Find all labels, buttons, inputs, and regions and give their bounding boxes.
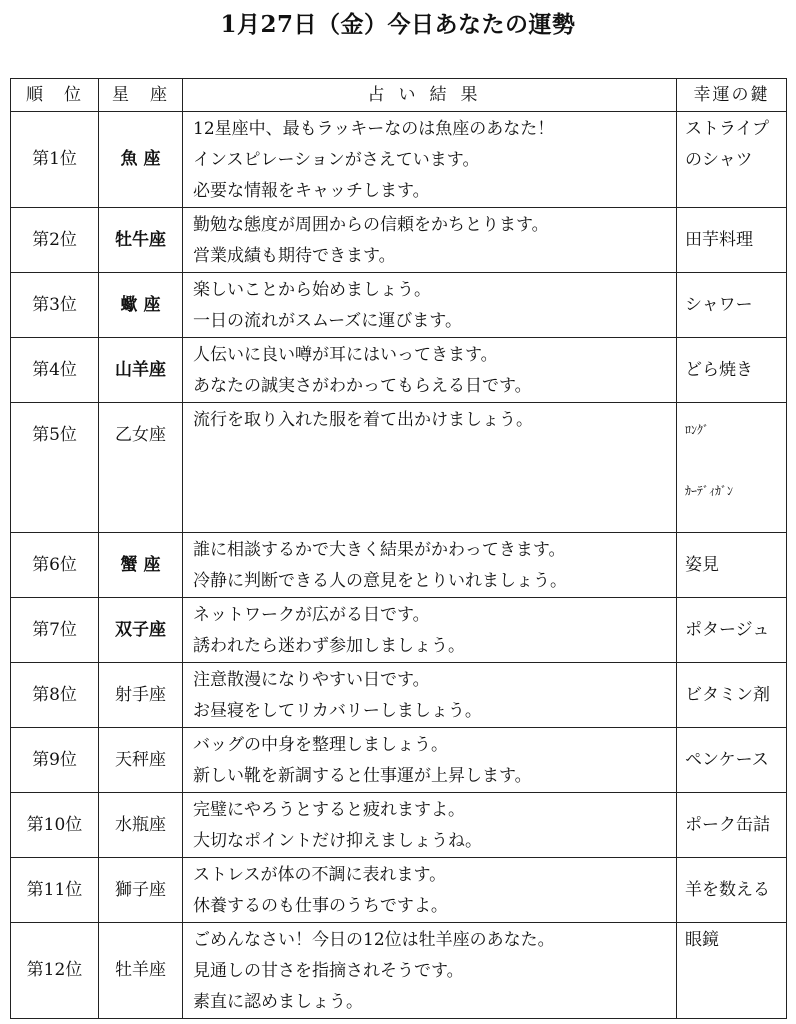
key-cell bbox=[677, 403, 787, 533]
key-line: のシャツ bbox=[685, 150, 753, 170]
key-line: ペンケース bbox=[685, 749, 769, 770]
result-line: 一日の流れがスムーズに運びます。 bbox=[193, 311, 462, 331]
rank-cell: 第11位 bbox=[11, 858, 99, 923]
result-cell bbox=[183, 273, 677, 338]
result-line: 完璧にやろうとすると疲れますよ。 bbox=[193, 800, 465, 820]
fortune-table bbox=[10, 78, 787, 1019]
result-line: 大切なポイントだけ抑えましょうね。 bbox=[193, 831, 482, 851]
result-cell bbox=[183, 858, 677, 923]
rank-cell: 第10位 bbox=[11, 793, 99, 858]
result-cell bbox=[183, 208, 677, 273]
sign-cell: 双子座 bbox=[99, 598, 183, 663]
rank-cell: 第9位 bbox=[11, 728, 99, 793]
key-line: 眼鏡 bbox=[685, 930, 719, 950]
result-line: 12星座中、最もラッキーなのは魚座のあなた！ bbox=[193, 119, 555, 139]
sign-cell: 牡羊座 bbox=[99, 923, 183, 1019]
header-sign: 星 座 bbox=[99, 79, 183, 112]
key-line: 羊を数える bbox=[685, 879, 770, 900]
result-line: 見通しの甘さを指摘されそうです。 bbox=[193, 961, 464, 981]
rank-cell: 第6位 bbox=[11, 533, 99, 598]
key-line: どら焼き bbox=[685, 359, 753, 380]
key-line: ポタージュ bbox=[685, 619, 770, 640]
table-row bbox=[11, 923, 787, 1019]
table-row bbox=[11, 663, 787, 728]
result-cell bbox=[183, 663, 677, 728]
sign-cell: 魚 座 bbox=[99, 112, 183, 208]
sign-cell: 射手座 bbox=[99, 663, 183, 728]
key-cell bbox=[677, 728, 787, 793]
key-cell bbox=[677, 663, 787, 728]
rank-cell: 第5位 bbox=[11, 403, 99, 533]
table-row bbox=[11, 533, 787, 598]
rank-cell: 第12位 bbox=[11, 923, 99, 1019]
result-cell bbox=[183, 112, 677, 208]
key-cell bbox=[677, 598, 787, 663]
table-row bbox=[11, 403, 787, 533]
result-line: お昼寝をしてリカバリーしましょう。 bbox=[193, 701, 482, 721]
result-line: 誰に相談するかで大きく結果がかわってきます。 bbox=[193, 540, 566, 560]
sign-cell: 天秤座 bbox=[99, 728, 183, 793]
key-line: シャワー bbox=[685, 294, 753, 315]
header-rank: 順 位 bbox=[11, 79, 99, 112]
key-line: 田芋料理 bbox=[685, 229, 753, 250]
result-line: 人伝いに良い噂が耳にはいってきます。 bbox=[193, 345, 498, 365]
result-line: あなたの誠実さがわかってもらえる日です。 bbox=[193, 376, 532, 396]
key-line: ﾛﾝｸﾞ bbox=[685, 423, 710, 437]
header-key: 幸運の鍵 bbox=[677, 79, 787, 112]
result-line: 必要な情報をキャッチします。 bbox=[193, 181, 430, 201]
result-line: ネットワークが広がる日です。 bbox=[193, 605, 430, 625]
result-line: 誘われたら迷わず参加しましょう。 bbox=[193, 636, 465, 656]
rank-cell: 第7位 bbox=[11, 598, 99, 663]
rank-cell: 第2位 bbox=[11, 208, 99, 273]
table-row bbox=[11, 728, 787, 793]
table-row bbox=[11, 273, 787, 338]
key-cell bbox=[677, 793, 787, 858]
table-row bbox=[11, 598, 787, 663]
key-cell bbox=[677, 533, 787, 598]
result-line: 冷静に判断できる人の意見をとりいれましょう。 bbox=[193, 571, 567, 591]
table-row bbox=[11, 208, 787, 273]
result-cell bbox=[183, 338, 677, 403]
key-cell bbox=[677, 112, 787, 208]
table-header-row bbox=[11, 79, 787, 112]
result-line: 休養するのも仕事のうちですよ。 bbox=[193, 896, 448, 916]
sign-cell: 山羊座 bbox=[99, 338, 183, 403]
rank-cell: 第3位 bbox=[11, 273, 99, 338]
result-line: 注意散漫になりやすい日です。 bbox=[193, 670, 430, 690]
key-cell bbox=[677, 923, 787, 1019]
key-line: ビタミン剤 bbox=[685, 684, 770, 705]
result-cell bbox=[183, 533, 677, 598]
table-row bbox=[11, 858, 787, 923]
result-line: 素直に認めましょう。 bbox=[193, 992, 363, 1012]
result-cell bbox=[183, 403, 677, 533]
result-cell bbox=[183, 728, 677, 793]
sign-cell: 水瓶座 bbox=[99, 793, 183, 858]
result-line: 流行を取り入れた服を着て出かけましょう。 bbox=[193, 410, 533, 430]
rank-cell: 第8位 bbox=[11, 663, 99, 728]
key-line: ｶｰﾃﾞｨｶﾞﾝ bbox=[685, 484, 734, 498]
key-cell bbox=[677, 858, 787, 923]
key-line: 姿見 bbox=[685, 554, 719, 575]
sign-cell: 獅子座 bbox=[99, 858, 183, 923]
result-line: 勤勉な態度が周囲からの信頼をかちとります。 bbox=[193, 215, 549, 235]
result-line: 楽しいことから始めましょう。 bbox=[193, 280, 431, 300]
result-line: バッグの中身を整理しましょう。 bbox=[193, 735, 448, 755]
result-cell bbox=[183, 793, 677, 858]
key-line: ストライプ bbox=[685, 119, 769, 139]
table-row bbox=[11, 338, 787, 403]
key-cell bbox=[677, 273, 787, 338]
result-cell bbox=[183, 923, 677, 1019]
result-cell bbox=[183, 598, 677, 663]
key-cell bbox=[677, 208, 787, 273]
key-line: ポーク缶詰 bbox=[685, 814, 770, 835]
sign-cell: 蠍 座 bbox=[99, 273, 183, 338]
rank-cell: 第4位 bbox=[11, 338, 99, 403]
result-line: 営業成績も期待できます。 bbox=[193, 246, 396, 266]
header-result: 占い結果 bbox=[183, 79, 677, 112]
table-row bbox=[11, 793, 787, 858]
table-row bbox=[11, 112, 787, 208]
page-title: 1月27日（金）今日あなたの運勢 bbox=[220, 11, 576, 38]
sign-cell: 牡牛座 bbox=[99, 208, 183, 273]
result-line: ごめんなさい！今日の12位は牡羊座のあなた。 bbox=[193, 930, 555, 950]
rank-cell: 第1位 bbox=[11, 112, 99, 208]
sign-cell: 蟹 座 bbox=[99, 533, 183, 598]
result-line: ストレスが体の不調に表れます。 bbox=[193, 865, 447, 885]
key-cell bbox=[677, 338, 787, 403]
result-line: 新しい靴を新調すると仕事運が上昇します。 bbox=[193, 766, 532, 786]
sign-cell: 乙女座 bbox=[99, 403, 183, 533]
result-line: インスピレーションがさえています。 bbox=[193, 150, 480, 170]
